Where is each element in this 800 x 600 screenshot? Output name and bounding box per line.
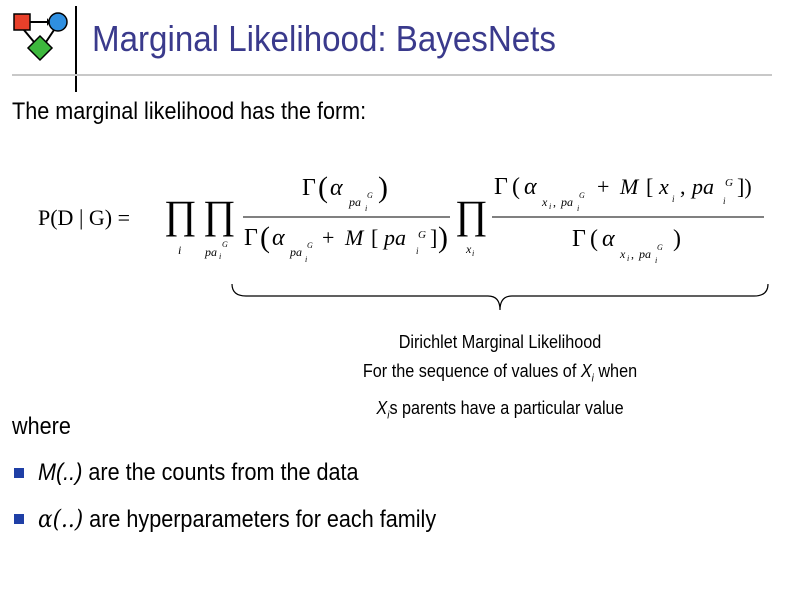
paren-open: ( [260, 221, 270, 254]
product-i-symbol: ∏ [164, 192, 197, 237]
count-comma: , [680, 174, 686, 199]
paren-close: ) [378, 171, 388, 204]
title-horizontal-divider [12, 74, 772, 76]
bullet-square-icon [14, 514, 24, 524]
count-x-sub: i [672, 194, 675, 204]
count-pa-sub: i [416, 246, 419, 256]
product-x-index-sub: i [472, 249, 475, 258]
count-M: M [620, 174, 639, 199]
alpha-sub-i: i [305, 255, 308, 264]
bullet-square-icon [14, 468, 24, 478]
product-i-index: i [178, 243, 182, 257]
definition-list [14, 456, 480, 548]
plus-symbol: + [322, 225, 335, 250]
count-pa-sup: G [725, 177, 733, 189]
fraction-one [243, 171, 450, 264]
alpha-sub-pa: pa [290, 245, 302, 259]
product-x-symbol: ∏ [455, 192, 488, 237]
count-x: x [659, 174, 669, 199]
caption-line-3: $X_is$ parents have a particular value [376, 397, 624, 422]
where-label: where [12, 413, 71, 440]
count-pa: pa [692, 174, 714, 199]
alpha-sub-G: G [367, 191, 373, 200]
gamma-symbol: Γ [572, 226, 586, 252]
gamma-symbol: Γ [244, 225, 258, 251]
alpha-sub-i: i [577, 204, 580, 213]
bullet-symbol: α(..) [38, 505, 84, 533]
bracket-open: [ [371, 225, 379, 250]
bullet-symbol: M(..) [38, 459, 83, 486]
alpha-sub-pa: pa [561, 195, 573, 209]
bracket-close: ] [430, 225, 438, 250]
count-M: M [345, 225, 364, 250]
caption-line-2: For the sequence of values of $X_i$ when [362, 361, 638, 385]
paren-close: ) [673, 226, 681, 252]
bracket-close: ]) [737, 174, 752, 199]
alpha-symbol: α [524, 174, 537, 200]
count-pa-sub: i [723, 196, 726, 206]
alpha-sub-pa: pa [349, 195, 361, 209]
product-x-index: x [466, 242, 472, 256]
alpha-sub-x: x [542, 195, 548, 209]
page-title: Marginal Likelihood: BayesNets [92, 18, 556, 59]
brace-caption [300, 328, 700, 430]
alpha-symbol: α [602, 226, 615, 252]
fraction-two [492, 174, 764, 265]
caption-line-1: Dirichlet Marginal Likelihood [398, 332, 602, 352]
alpha-sub-pa: pa [639, 247, 651, 261]
alpha-symbol: α [272, 225, 285, 251]
paren-open: ( [590, 226, 598, 252]
formula-lhs: P(D | G) = [38, 205, 130, 230]
underbrace [232, 284, 768, 310]
alpha-sub-x-i: i [549, 202, 552, 211]
plus-symbol: + [597, 174, 610, 199]
alpha-symbol: α [330, 175, 343, 201]
count-pa: pa [384, 225, 406, 250]
alpha-sub-i: i [655, 256, 658, 265]
bracket-open: [ [646, 174, 654, 199]
gamma-symbol: Γ [302, 175, 316, 201]
count-pa-sup: G [418, 229, 426, 241]
alpha-sub-G: G [657, 243, 663, 252]
marginal-likelihood-formula [0, 150, 800, 320]
title-vertical-divider [75, 6, 77, 92]
product-pa-index: pa [205, 245, 217, 259]
paren-open: ( [318, 171, 328, 204]
alpha-sub-i: i [365, 204, 368, 213]
paren-open: ( [512, 174, 520, 200]
product-pa-symbol: ∏ [203, 192, 236, 237]
alpha-sub-x-i: i [627, 254, 630, 263]
paren-close: ) [438, 221, 448, 254]
intro-text: The marginal likelihood has the form: [12, 98, 367, 125]
bullet-text: are the counts from the data [82, 459, 359, 486]
bayesnet-logo-icon [12, 10, 70, 66]
alpha-sub-x: x [620, 247, 626, 261]
alpha-sub-comma: , [553, 195, 556, 209]
bullet-text: are hyperparameters for each family [83, 506, 437, 533]
list-item [14, 502, 480, 548]
product-pa-index-sub: i [219, 252, 222, 261]
list-item [14, 456, 480, 502]
alpha-sub-comma: , [631, 247, 634, 261]
alpha-sub-G: G [307, 241, 313, 250]
product-pa-index-sup: G [222, 240, 228, 249]
alpha-sub-G: G [579, 191, 585, 200]
gamma-symbol: Γ [494, 174, 508, 200]
